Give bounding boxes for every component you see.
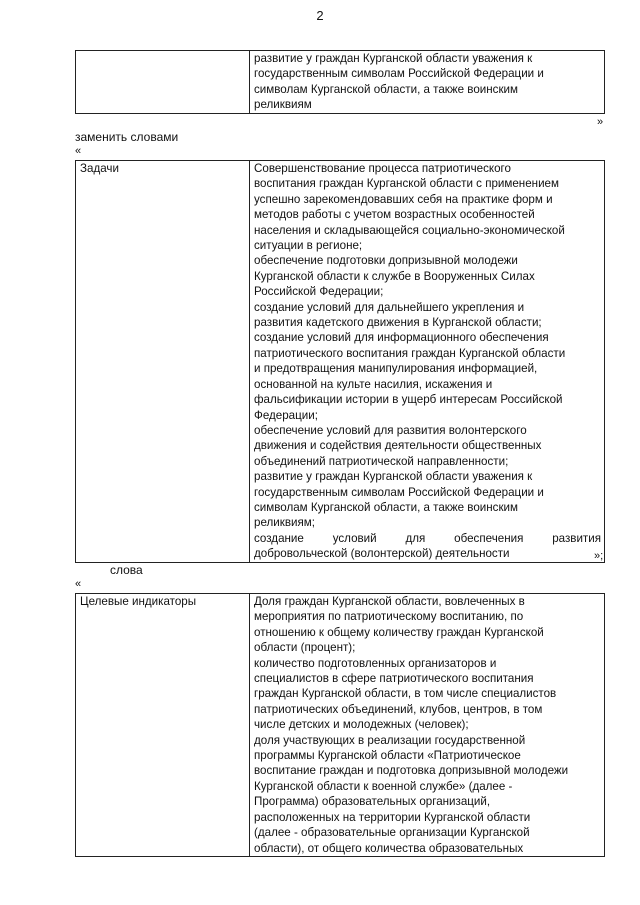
table-line: создание условий для дальнейшего укрепления и [254,300,525,314]
table-line: объединений патриотической направленности; [254,454,509,468]
table-line: области), от общего количества образовательных [254,841,524,855]
table-label-cell [76,51,250,114]
table-label-cell: Целевые индикаторы [76,594,250,857]
table-line: Совершенствование процесса патриотического [254,162,511,175]
table-line: мероприятия по патриотическому воспитанию, по [254,610,524,624]
table-line: создание условий для обеспечения развития [254,531,601,545]
table-line: патриотического воспитания граждан Курганской области [254,346,566,360]
table-row [76,51,605,114]
table-line: государственным символам Российской Федерации и [254,67,544,81]
table-fragment-civic-respect [75,50,605,114]
table-line: Федерации; [254,408,318,422]
table-line: движения и содействия деятельности общественных [254,439,542,453]
closing-quote: » [597,116,604,128]
table-line: обеспечение условий для развития волонтерского [254,423,527,437]
table-line: числе детских и молодежных (человек); [254,718,469,732]
table-row [76,594,605,857]
table-line: количество подготовленных организаторов и [254,656,497,670]
table-content-cell [250,594,605,857]
table-line: воспитания граждан Курганской области с применением [254,177,559,191]
table-line: создание условий для информационного обеспечения [254,331,549,345]
table-line: Доля граждан Курганской области, вовлеченных в [254,595,525,608]
replace-phrase: заменить словами [75,130,179,144]
table-line: успешно зарекомендовавших себя на практике форм и [254,192,553,206]
table-line: Курганской области к службе в Вооруженных Силах [254,269,535,283]
table-line: добровольческой (волонтерской) деятельности [254,547,510,561]
table-line: Курганской области к военной службе» (далее - [254,779,513,793]
table-line: граждан Курганской области, в том числе специалистов [254,687,557,701]
table-line: (далее - образовательные организации Курганской [254,826,530,840]
table-line: Программа) образовательных организаций, [254,795,491,809]
table-line: Российской Федерации; [254,285,384,299]
table-line: ситуации в регионе; [254,239,363,253]
table-line: методов работы с учетом возрастных особенностей [254,208,535,222]
table-line: области (процент); [254,641,356,655]
table-line: реликвиям [254,98,312,112]
opening-quote: « [75,578,82,590]
table-line: реликвиям; [254,516,315,530]
table-content-cell [250,51,605,114]
table-label-cell: Задачи [76,161,250,563]
table-line: доля участвующих в реализации государственной [254,733,526,747]
table-line: государственным символам Российской Федерации и [254,485,544,499]
table-line: фальсификации истории в ущерб интересам Российской [254,393,563,407]
closing-quote: »; [594,550,604,562]
words-phrase: слова [110,563,143,577]
table-content-cell [250,161,605,563]
table-line: символам Курганской области, а также воинским [254,500,518,514]
table-line: символам Курганской области, а также воинским [254,82,518,96]
table-tasks [75,160,605,563]
table-line: воспитание граждан и подготовка допризывной молодежи [254,764,569,778]
table-line: основанной на культе насилия, искажения и [254,377,493,391]
table-line: развитие у граждан Курганской области уважения к [254,52,533,65]
table-line: обеспечение подготовки допризывной молодежи [254,254,518,268]
table-line: расположенных на территории Курганской области [254,810,531,824]
table-line: и предотвращения манипулирования информацией, [254,362,538,376]
opening-quote: « [75,145,82,157]
page-number: 2 [316,8,324,23]
table-line: программы Курганской области «Патриотическое [254,749,521,763]
table-line: развитие у граждан Курганской области уважения к [254,470,533,484]
table-target-indicators [75,593,605,857]
table-line: развития кадетского движения в Курганской области; [254,316,542,330]
table-line: отношению к общему количеству граждан Курганской [254,625,544,639]
table-line: населения и складывающейся социально-экономической [254,223,565,237]
table-line: патриотических объединений, клубов, центров, в том [254,702,543,716]
table-line: специалистов в сфере патриотического воспитания [254,672,534,686]
table-row [76,161,605,563]
